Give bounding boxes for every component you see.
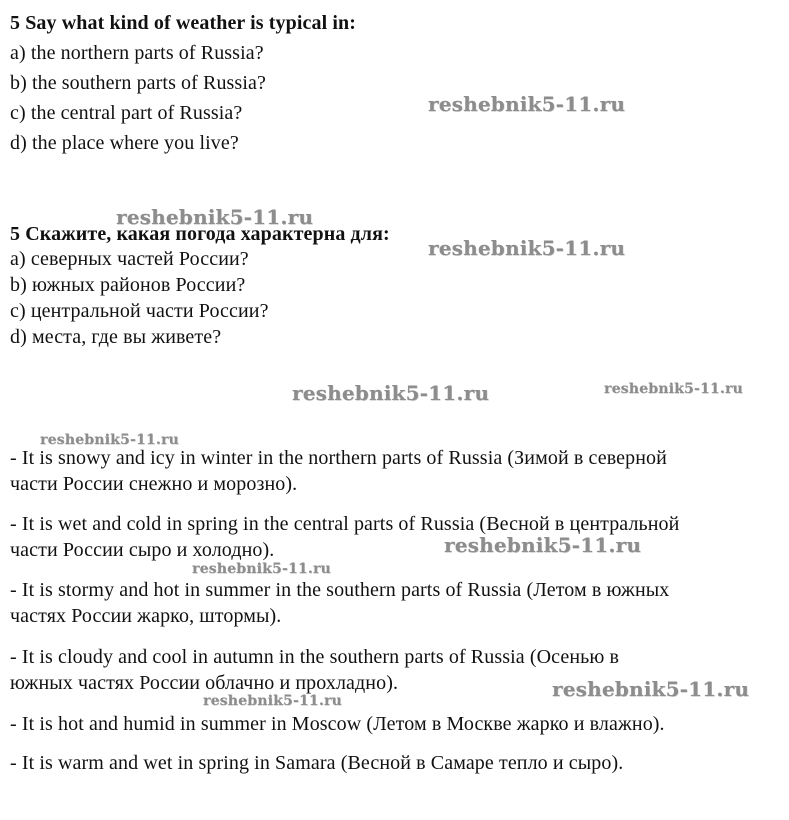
watermark: reshebnik5-11.ru xyxy=(604,381,743,397)
task-ru-item-b: b) южных районов России? xyxy=(10,274,246,296)
watermark: reshebnik5-11.ru xyxy=(428,236,626,260)
watermark: reshebnik5-11.ru xyxy=(292,381,490,405)
answer-3-line-2: частях России жарко, штормы). xyxy=(10,605,282,627)
watermark: reshebnik5-11.ru xyxy=(552,677,750,701)
task-en-item-c: c) the central part of Russia? xyxy=(10,102,243,124)
answer-6-line-1: - It is warm and wet in spring in Samara (Весной в Самаре тепло и сыро). xyxy=(10,752,624,774)
answer-1-line-1: - It is snowy and icy in winter in the northern parts of Russia (Зимой в северной xyxy=(10,447,667,469)
task-ru-item-a: a) северных частей России? xyxy=(10,248,249,270)
watermark: reshebnik5-11.ru xyxy=(203,693,342,709)
answer-4-line-1: - It is cloudy and cool in autumn in the southern parts of Russia (Осенью в xyxy=(10,646,620,668)
task-en-item-b: b) the southern parts of Russia? xyxy=(10,72,266,94)
answer-4-line-2: южных частях России облачно и прохладно). xyxy=(10,672,399,694)
watermark: reshebnik5-11.ru xyxy=(116,205,314,229)
answer-3-line-1: - It is stormy and hot in summer in the southern parts of Russia (Летом в южных xyxy=(10,579,670,601)
task-en-item-a: a) the northern parts of Russia? xyxy=(10,42,264,64)
answer-2-line-1: - It is wet and cold in spring in the central parts of Russia (Весной в центральной xyxy=(10,513,680,535)
task-ru-item-c: c) центральной части России? xyxy=(10,300,269,322)
watermark: reshebnik5-11.ru xyxy=(40,432,179,448)
watermark: reshebnik5-11.ru xyxy=(444,533,642,557)
watermark: reshebnik5-11.ru xyxy=(428,92,626,116)
task-ru-heading: 5 Скажите, какая погода характерна для: xyxy=(10,223,390,245)
watermark: reshebnik5-11.ru xyxy=(192,561,331,577)
answer-2-line-2: части России сыро и холодно). xyxy=(10,539,275,561)
task-en-item-d: d) the place where you live? xyxy=(10,132,239,154)
answer-5-line-1: - It is hot and humid in summer in Moscow (Летом в Москве жарко и влажно). xyxy=(10,713,665,735)
answer-1-line-2: части России снежно и морозно). xyxy=(10,473,298,495)
task-en-heading: 5 Say what kind of weather is typical in: xyxy=(10,12,356,34)
task-ru-item-d: d) места, где вы живете? xyxy=(10,326,222,348)
